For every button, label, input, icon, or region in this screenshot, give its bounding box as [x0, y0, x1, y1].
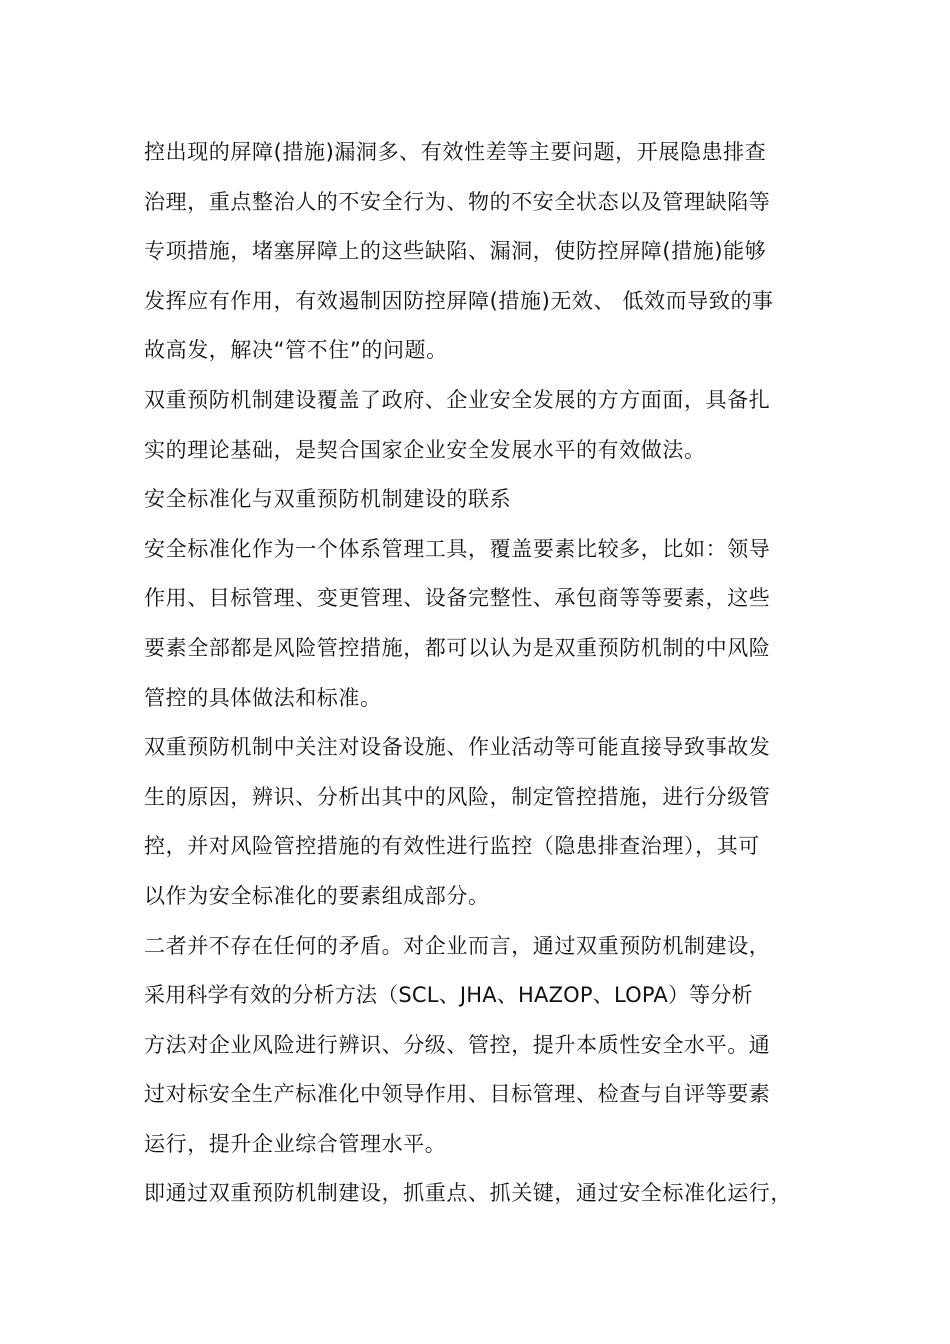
text-line: 治理，重点整治人的不安全行为、物的不安全状态以及管理缺陷等	[144, 189, 771, 214]
body-text	[144, 128, 844, 1219]
text-line: 控，并对风险管控措施的有效性进行监控（隐患排查治理），其可	[144, 834, 760, 859]
text-line: 方法对企业风险进行辨识、分级、管控，提升本质性安全水平。通	[144, 1032, 771, 1057]
text-line: 即通过双重预防机制建设，抓重点、抓关键，通过安全标准化运行，	[144, 1181, 792, 1206]
text-line: 采用科学有效的分析方法（SCL、JHA、HAZOP、LOPA）等分析	[144, 983, 753, 1008]
text-line: 实的理论基础，是契合国家企业安全发展水平的有效做法。	[144, 437, 706, 462]
text-line: 专项措施，堵塞屏障上的这些缺陷、漏洞，使防控屏障(措施)能够	[144, 239, 767, 264]
text-line: 控出现的屏障(措施)漏洞多、有效性差等主要问题，开展隐患排查	[144, 140, 767, 164]
text-line: 生的原因，辨识、分析出其中的风险，制定管控措施，进行分级管	[144, 784, 771, 809]
text-line: 要素全部都是风险管控措施，都可以认为是双重预防机制的中风险	[144, 635, 771, 660]
text-line: 以作为安全标准化的要素组成部分。	[144, 883, 490, 908]
text-line: 管控的具体做法和标准。	[144, 685, 382, 710]
text-line: 发挥应有作用，有效遏制因防控屏障(措施)无效、 低效而导致的事	[144, 288, 774, 313]
text-line: 二者并不存在任何的矛盾。对企业而言，通过双重预防机制建设，	[144, 933, 771, 958]
text-line: 安全标准化作为一个体系管理工具，覆盖要素比较多，比如：领导	[144, 536, 771, 561]
section-heading: 安全标准化与双重预防机制建设的联系	[144, 487, 512, 512]
text-line: 双重预防机制建设覆盖了政府、企业安全发展的方方面面，具备扎	[144, 387, 771, 412]
text-line: 双重预防机制中关注对设备设施、作业活动等可能直接导致事故发	[144, 735, 771, 760]
text-line: 故高发，解决“管不住”的问题。	[144, 338, 448, 363]
text-line: 过对标安全生产标准化中领导作用、目标管理、检查与自评等要素	[144, 1082, 771, 1107]
text-line: 作用、目标管理、变更管理、设备完整性、承包商等等要素，这些	[144, 586, 771, 611]
text-line: 运行，提升企业综合管理水平。	[144, 1131, 447, 1156]
